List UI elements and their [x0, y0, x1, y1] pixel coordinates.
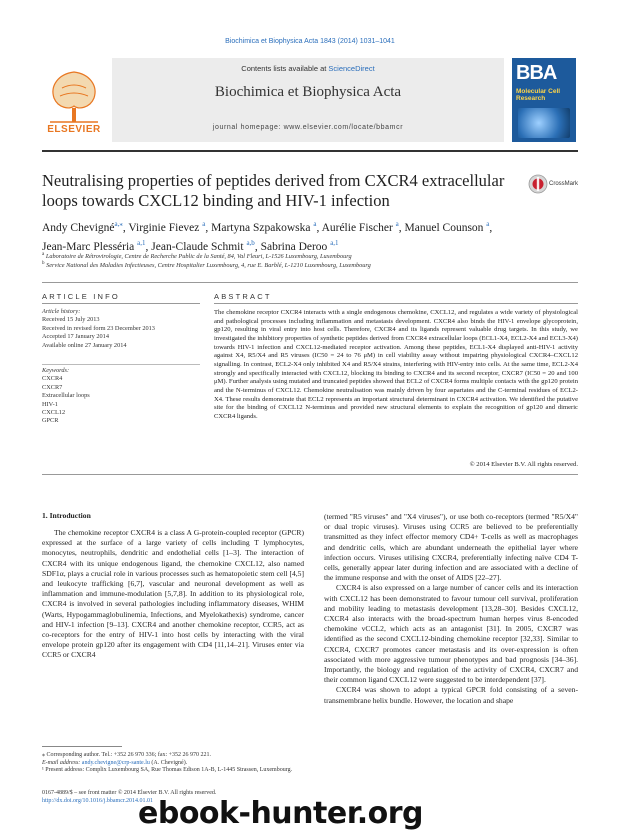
body-column-right: [324, 512, 578, 706]
present-address-note: ¹ Present address: Complix Luxembourg SA, Rue Thomas Edison 1A-B, L-1445 Strassen, Luxembourg.: [42, 767, 293, 774]
email-note: [42, 760, 304, 768]
body-paragraph: CXCR4 is also expressed on a large number of cancer cells and its interaction with CXCL12 has been demonstrated to favour tumour cell survival, proliferation and mobility leading to metastasis development [13,28–30]. Besides CXCL12, CXCR4 also interacts with the broad-spectrum human herpes virus 8-encoded chemokine vCCL2, which acts as an antagonist [31]. In 2005, CXCR7 was identified as the second CXCL12-binding chemokine receptor [32,33]. Similar to CXCR4, CXCR7 promotes cancer metastasis and its over-expression is often associated with more aggressive tumour phenotypes and bad prognosis [34–36]. Importantly, the biology and regulation of the activity of CXCR4, CXCR7 and their common ligand CXCL12 were suggested to be interdependent [37].: [324, 583, 578, 685]
affiliation-mark: b: [42, 261, 45, 266]
header-divider: [42, 150, 578, 152]
contents-prefix: Contents lists available at: [241, 64, 329, 73]
article-info-heading: ARTICLE INFO: [42, 292, 120, 301]
journal-masthead: [112, 58, 504, 142]
body-column-left: [42, 528, 304, 661]
author-name: Jean-Claude Schmit: [151, 240, 244, 253]
affiliation-b: [42, 261, 578, 269]
cover-picture: [518, 108, 570, 138]
author-name: Aurélie Fischer: [321, 221, 393, 234]
author-line-2: Jean-Marc Plesséria $^{a,1}$, Jean-Claude Schmit $^{a,b}$, Sabrina Deroo $^{a,1}$: [42, 238, 339, 253]
footnotes: [42, 752, 304, 775]
journal-title: Biochimica et Biophysica Acta: [214, 84, 402, 100]
body-paragraph: CXCR4 was shown to adopt a typical GPCR fold consisting of a seven-transmembrane helix bundle. However, the location and shape: [324, 685, 578, 705]
author-affiliation-mark[interactable]: a,1: [330, 238, 339, 247]
issn-line: 0167-4889/$ – see front matter © 2014 Elsevier B.V. All rights reserved.: [42, 790, 217, 796]
author-name: Manuel Counson: [404, 221, 484, 234]
author-name: Sabrina Deroo: [260, 240, 328, 253]
cover-title: BBA: [516, 62, 557, 84]
author-name: Andy Chevigné: [42, 221, 115, 234]
abstract-bottom-divider: [42, 474, 578, 475]
contents-available-line: [112, 64, 504, 73]
cover-subtitle: Molecular Cell Research: [516, 88, 561, 102]
corresponding-author-note: ⁎ Corresponding author. Tel.: +352 26 970 336; fax: +352 26 970 221.: [42, 752, 212, 758]
crossmark-icon: [528, 174, 548, 194]
affiliation-divider: [42, 282, 578, 283]
keywords-divider: [42, 364, 200, 365]
journal-citation[interactable]: Biochimica et Biophysica Acta 1843 (2014) 1031–1041: [225, 38, 395, 45]
history-accepted: Accepted 17 January 2014: [42, 333, 109, 341]
author-affiliation-mark[interactable]: a,b: [246, 238, 255, 247]
crossmark-label: CrossMark: [549, 181, 579, 187]
author-affiliation-mark[interactable]: a,1: [137, 238, 146, 247]
abstract-divider: [214, 303, 578, 304]
keyword-item: CXCR4: [42, 375, 63, 383]
keyword-item: Extracellular loops: [42, 392, 90, 400]
keywords-label: Keywords:: [42, 367, 70, 374]
author-affiliation-mark[interactable]: a: [395, 220, 399, 228]
author-line-1: Andy Chevigné$^{a,⁎}$, Virginie Fievez $^a$, Martyna Szpakowska $^a$, Aurélie Fischer $^a$, Manuel Counson $^a$,: [42, 220, 493, 234]
history-online: Available online 27 January 2014: [42, 341, 127, 349]
email-suffix: (A. Chevigné).: [149, 759, 188, 766]
keyword-item: GPCR: [42, 417, 59, 425]
keyword-item: HIV-1: [42, 400, 58, 408]
affiliation-text: Laboratoire de Rétrovirologie, Centre de Recherche Public de la Santé, 84, Val Fleuri, L-1526 Luxembourg, Luxembourg: [45, 253, 352, 261]
body-paragraph: (termed "R5 viruses" and "X4 viruses"), or use both co-receptors (termed "R5/X4" or dual tropic viruses). Viruses using CCR5 are believed to be preferentially transmitted as they infect effector memory CD4+ T-cells as well as macrophages and dendritic cells, which are abundant underneath the epithelial layer where infection occurs. Viruses utilising CXCR4, preferentially infecting naïve CD4 T-cells, generally appear later during infection and are associated with a decline of the immune response and with the onset of AIDS [22–27].: [324, 512, 578, 583]
author-affiliation-mark[interactable]: a: [202, 220, 206, 228]
article-title: Neutralising properties of peptides derived from CXCR4 extracellular loops towards CXCL12 binding and HIV-1 infection: [42, 171, 505, 210]
watermark-text: ebook-hunter.org: [138, 796, 423, 831]
affiliation-mark: a: [42, 252, 45, 257]
author-name: Virginie Fievez: [128, 221, 200, 234]
keyword-list: [42, 367, 202, 426]
copyright-notice: © 2014 Elsevier B.V. All rights reserved.: [469, 461, 578, 468]
affiliation-text: Service National des Maladies Infectieuses, Centre Hospitalier Luxembourg, 4, rue E. Barblé, L-1210 Luxembourg, Luxembourg: [46, 262, 371, 270]
affiliation-a: [42, 252, 578, 260]
history-received: Received 15 July 2013: [42, 316, 100, 324]
author-name: Martyna Szpakowska: [211, 221, 311, 234]
article-info-divider: [42, 303, 200, 304]
section-heading-introduction: 1. Introduction: [42, 511, 91, 520]
email-label: E-mail address:: [42, 759, 82, 766]
doi-link[interactable]: http://dx.doi.org/10.1016/j.bbamcr.2014.01.01: [42, 797, 154, 804]
author-affiliation-mark[interactable]: a: [486, 220, 490, 228]
email-link[interactable]: andy.chevigne@crp-sante.lu: [81, 759, 150, 766]
publisher-name: ELSEVIER: [47, 124, 101, 135]
history-revised: Received in revised form 23 December 2013: [42, 324, 155, 332]
journal-header: [42, 58, 578, 146]
article-history: [42, 308, 202, 350]
author-affiliation-mark[interactable]: a,⁎: [114, 220, 123, 228]
body-paragraph: The chemokine receptor CXCR4 is a class A G-protein-coupled receptor (GPCR) expressed at the surface of a large variety of cells including T lymphocytes, monocytes, neutrophils, dendritic and endothelial cells [1–3]. The interaction of CXCR4 with its unique endogenous ligand, the chemokine CXCL12, also named SDF1α, plays a crucial role in various processes such as hematopoietic stem cell [4,5] and leukocyte trafficking [6,7], vascular and neuronal development as well as inflammation and immune-modulation [5,7,8]. In addition to its physiological role, CXCR4 is involved in several pathologies including inflammatory diseases, WHIM (Warts, Hypogammaglobulinemia, Infections, and Myelokathexis) syndrome, cancer and HIV-1 infection [9–13]. CXCR4 and another chemokine receptor, CCR5, act as co-receptors for the entry of HIV-1 into host cells by interacting with the viral envelope protein gp120 after its engagement with CD4 [11,14–21]. Viruses enter via CCR5 or CXCR4: [42, 528, 304, 660]
journal-cover-image: [512, 58, 576, 142]
keyword-item: CXCR7: [42, 383, 63, 391]
author-affiliation-mark[interactable]: a: [313, 220, 317, 228]
keyword-item: CXCL12: [42, 409, 66, 417]
author-name: Jean-Marc Plesséria: [42, 240, 135, 253]
abstract-text: The chemokine receptor CXCR4 interacts with a single endogenous chemokine, CXCL12, and regulates a wide variety of physiological and pathological processes including inflammation and metastasis development. CXCR4 also binds the HIV-1 envelope glycoprotein, gp120, resulting in viral entry into host cells. Therefore, CXCR4 and its ligands represent valuable drug targets. In this study, we investigated the inhibitory properties of synthetic peptides derived from CXCR4 extracellular loops (ECL1-X4, ECL2-X4 and ECL3-X4) towards HIV-1 infection and CXCL12-mediated receptor activation. Among these peptides, ECL1-X4 displayed anti-HIV-1 activity against X4, R5/X4 and R5 viruses (IC50 = 24 to 76 μM) in cell viability assay without impairing physiological CXCR4–CXCL12 signalling. In contrast, ECL2-X4 only inhibited X4 and R5/X4 strains, interfering with HIV-entry into cells. At the same time, ECL2-X4 strongly and specifically interacted with CXCL12, blocking its binding to CXCR4 and its second receptor, CXCR7 (IC50 = 20 and 100 μM). Further analysis using mutated and truncated peptides showed that ECL2 of CXCR4 forms multiple contacts with the gp120 protein and the N-terminus of CXCL12. Chemokine neutralisation was mainly driven by four aspartates and the C-terminal residues of ECL2-X4. These results demonstrate that ECL2 represents an important structural determinant in CXCR4 activation. We identified the putative site for the binding of CXCL12 N-terminus and provided new structural elements to explain the recognition of gp120 and dimeric CXCR4 ligands.: [214, 309, 578, 420]
journal-homepage-link[interactable]: journal homepage: www.elsevier.com/locate/bbamcr: [212, 124, 404, 131]
author-list: [42, 217, 578, 255]
sciencedirect-link[interactable]: ScienceDirect: [328, 64, 375, 73]
footnote-divider: [42, 746, 122, 747]
history-label: Article history:: [42, 308, 81, 315]
abstract-heading: ABSTRACT: [214, 292, 272, 301]
crossmark-badge[interactable]: [528, 174, 580, 196]
